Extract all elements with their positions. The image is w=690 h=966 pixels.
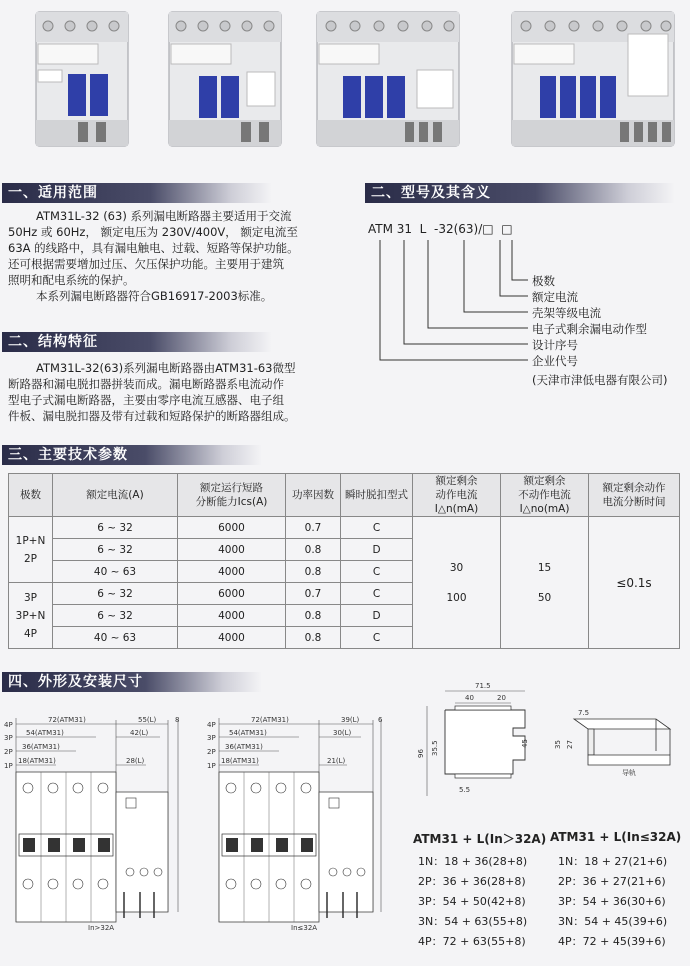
model-item: 设计序号: [532, 338, 578, 352]
cell-time: ≤0.1s: [589, 517, 680, 649]
cell: 6 ~ 32: [53, 583, 178, 605]
d1-pole-3p: 3P: [4, 734, 13, 742]
din-rail-drawing: [548, 705, 678, 780]
model-item: 壳架等级电流: [532, 306, 601, 320]
section-header-scope: 一、适用范围: [2, 183, 272, 203]
cell: 0.8: [286, 627, 341, 649]
formula-item: 3P：54 + 36(30+6): [558, 895, 666, 908]
section-header-model: 二、型号及其含义: [365, 183, 675, 203]
formula-item: 1N：18 + 36(28+8): [418, 855, 528, 868]
scope-paragraph: [8, 208, 353, 304]
idn-b: 100: [446, 591, 467, 604]
drawing1-body: [16, 772, 168, 922]
cell: 6 ~ 32: [53, 605, 178, 627]
scope-line: 50Hz 或 60Hz， 额定电压为 230V/400V， 额定电流至: [8, 225, 298, 239]
d2-pole-3p: 3P: [207, 734, 216, 742]
profile-dim: 5.5: [459, 786, 471, 794]
cell: D: [341, 539, 413, 561]
formula-title-right: ATM31 + L(In≤32A): [550, 830, 682, 844]
cell: 0.7: [286, 583, 341, 605]
idn-a: 30: [449, 561, 464, 574]
d2-dim: 54(ATM31): [229, 729, 267, 737]
th-time: 额定剩余动作 电流分断时间: [589, 474, 680, 517]
structure-line: ATM31L-32(63)系列漏电断路器由ATM31-63微型: [36, 361, 296, 375]
cell-idno: [501, 517, 589, 649]
d1-pole-4p: 4P: [4, 721, 13, 729]
model-code: ATM 31 L -32(63)/□ □: [368, 222, 513, 236]
d2-dim: 36(ATM31): [225, 743, 263, 751]
cell: 40 ~ 63: [53, 561, 178, 583]
structure-paragraph: [8, 360, 353, 424]
scope-line: 本系列漏电断路器符合GB16917-2003标准。: [36, 289, 273, 303]
drawing2-body: [219, 772, 373, 922]
structure-line: 断路器和漏电脱扣器拼装而成。漏电断路器系电流动作: [8, 377, 284, 391]
d2-dim: 6: [378, 716, 383, 724]
th-idno: 额定剩余 不动作电流I△no(mA): [501, 474, 589, 517]
model-leader-lines: [360, 236, 560, 376]
cell-poles-b: 3P 3P+N 4P: [9, 583, 53, 649]
dimension-drawing-2: [205, 712, 395, 934]
formula-item: 3P：54 + 50(42+8): [418, 895, 526, 908]
cell: 4000: [178, 561, 286, 583]
cell-idn: [413, 517, 501, 649]
structure-line: 型电子式漏电断路器，主要由零序电流互感器、电子组: [8, 393, 284, 407]
d2-pole-4p: 4P: [207, 721, 216, 729]
formula-item: 2P：36 + 27(21+6): [558, 875, 666, 888]
d1-dim: 36(ATM31): [22, 743, 60, 751]
scope-line: 照明和配电系统的保护。: [8, 273, 135, 287]
d1-caption: In>32A: [88, 924, 115, 932]
cell: C: [341, 583, 413, 605]
cell: 4000: [178, 605, 286, 627]
cell: 0.8: [286, 605, 341, 627]
model-company: (天津市津低电器有限公司): [532, 373, 668, 387]
formula-item: 3N：54 + 63(55+8): [418, 915, 528, 928]
formula-item: 4P：72 + 63(55+8): [418, 935, 526, 948]
formula-list-left: [418, 852, 527, 952]
table-header-row: [9, 474, 680, 517]
profile-dim: 96: [417, 749, 425, 758]
section-header-dimensions: 四、外形及安装尺寸: [2, 672, 262, 692]
d2-dim: 18(ATM31): [221, 757, 259, 765]
model-meaning-list: [532, 273, 555, 289]
d1-dim: 28(L): [126, 757, 145, 765]
cell: 40 ~ 63: [53, 627, 178, 649]
formula-title-left: ATM31 + L(In＞32A): [413, 832, 547, 846]
cell: 4000: [178, 627, 286, 649]
cell: C: [341, 517, 413, 539]
d2-dim: 30(L): [333, 729, 352, 737]
formula-item: 2P：36 + 36(28+8): [418, 875, 526, 888]
cell: 0.8: [286, 561, 341, 583]
th-pf: 功率因数: [286, 474, 341, 517]
d1-dim: 55(L): [138, 716, 157, 724]
th-poles: 极数: [9, 474, 53, 517]
cell: D: [341, 605, 413, 627]
d1-pole-1p: 1P: [4, 762, 13, 770]
d2-dim: 39(L): [341, 716, 360, 724]
cell: 6000: [178, 583, 286, 605]
profile-dim: 35.5: [431, 740, 439, 756]
cell: 4000: [178, 539, 286, 561]
model-item: 极数: [532, 274, 555, 288]
rail-dim: 7.5: [578, 709, 590, 717]
th-ics: 额定运行短路 分断能力Ics(A): [178, 474, 286, 517]
formula-list-right: [558, 852, 667, 952]
d2-dim: 21(L): [327, 757, 346, 765]
model-item: 额定电流: [532, 290, 578, 304]
model-item: 企业代号: [532, 354, 578, 368]
model-item: 电子式剩余漏电动作型: [532, 322, 647, 336]
th-current: 额定电流(A): [53, 474, 178, 517]
th-idn: 额定剩余 动作电流I△n(mA): [413, 474, 501, 517]
rail-dim: 35: [554, 740, 562, 749]
profile-dim: 40: [465, 694, 474, 702]
formula-item: 4P：72 + 45(39+6): [558, 935, 666, 948]
d1-dim: 18(ATM31): [18, 757, 56, 765]
profile-dim: 45: [521, 739, 529, 748]
d2-caption: In≤32A: [291, 924, 318, 932]
profile-dim: 71.5: [475, 682, 491, 690]
d2-dim: 72(ATM31): [251, 716, 289, 724]
d2-pole-1p: 1P: [207, 762, 216, 770]
product-photo-1: [32, 4, 132, 154]
cell: C: [341, 627, 413, 649]
idno-a: 15: [537, 561, 552, 574]
formula-item: 1N：18 + 27(21+6): [558, 855, 668, 868]
spec-table: [8, 473, 680, 649]
dimension-drawing-1: [2, 712, 192, 934]
product-photo-4: [508, 4, 678, 154]
d2-pole-2p: 2P: [207, 748, 216, 756]
scope-line: 63A 的线路中，具有漏电触电、过载、短路等保护功能。: [8, 241, 299, 255]
cell: 6 ~ 32: [53, 539, 178, 561]
table-row: [9, 517, 680, 539]
scope-line: ATM31L-32 (63) 系列漏电断路器主要适用于交流: [36, 209, 292, 223]
rail-label: 导轨: [622, 769, 636, 777]
section-header-specs: 三、主要技术参数: [2, 445, 262, 465]
th-trip: 瞬时脱扣型式: [341, 474, 413, 517]
d1-dim: 8: [175, 716, 180, 724]
profile-dim: 20: [497, 694, 506, 702]
section-header-structure: 二、结构特征: [2, 332, 272, 352]
cell-poles-a: 1P+N 2P: [9, 517, 53, 583]
d1-dim: 72(ATM31): [48, 716, 86, 724]
cell: 6000: [178, 517, 286, 539]
product-photo-3: [313, 4, 463, 154]
d1-pole-2p: 2P: [4, 748, 13, 756]
d1-dim: 54(ATM31): [26, 729, 64, 737]
rail-dim: 27: [566, 740, 574, 749]
d1-dim: 42(L): [130, 729, 149, 737]
structure-line: 件板、漏电脱扣器及带有过载和短路保护的断路器组成。: [8, 409, 296, 423]
cell: 6 ~ 32: [53, 517, 178, 539]
cell: 0.8: [286, 539, 341, 561]
formula-item: 3N：54 + 45(39+6): [558, 915, 668, 928]
cell: 0.7: [286, 517, 341, 539]
product-photo-2: [165, 4, 285, 154]
cell: C: [341, 561, 413, 583]
side-profile-drawing: [415, 680, 540, 805]
idno-b: 50: [537, 591, 552, 604]
scope-line: 还可根据需要增加过压、欠压保护功能。主要用于建筑: [8, 257, 284, 271]
